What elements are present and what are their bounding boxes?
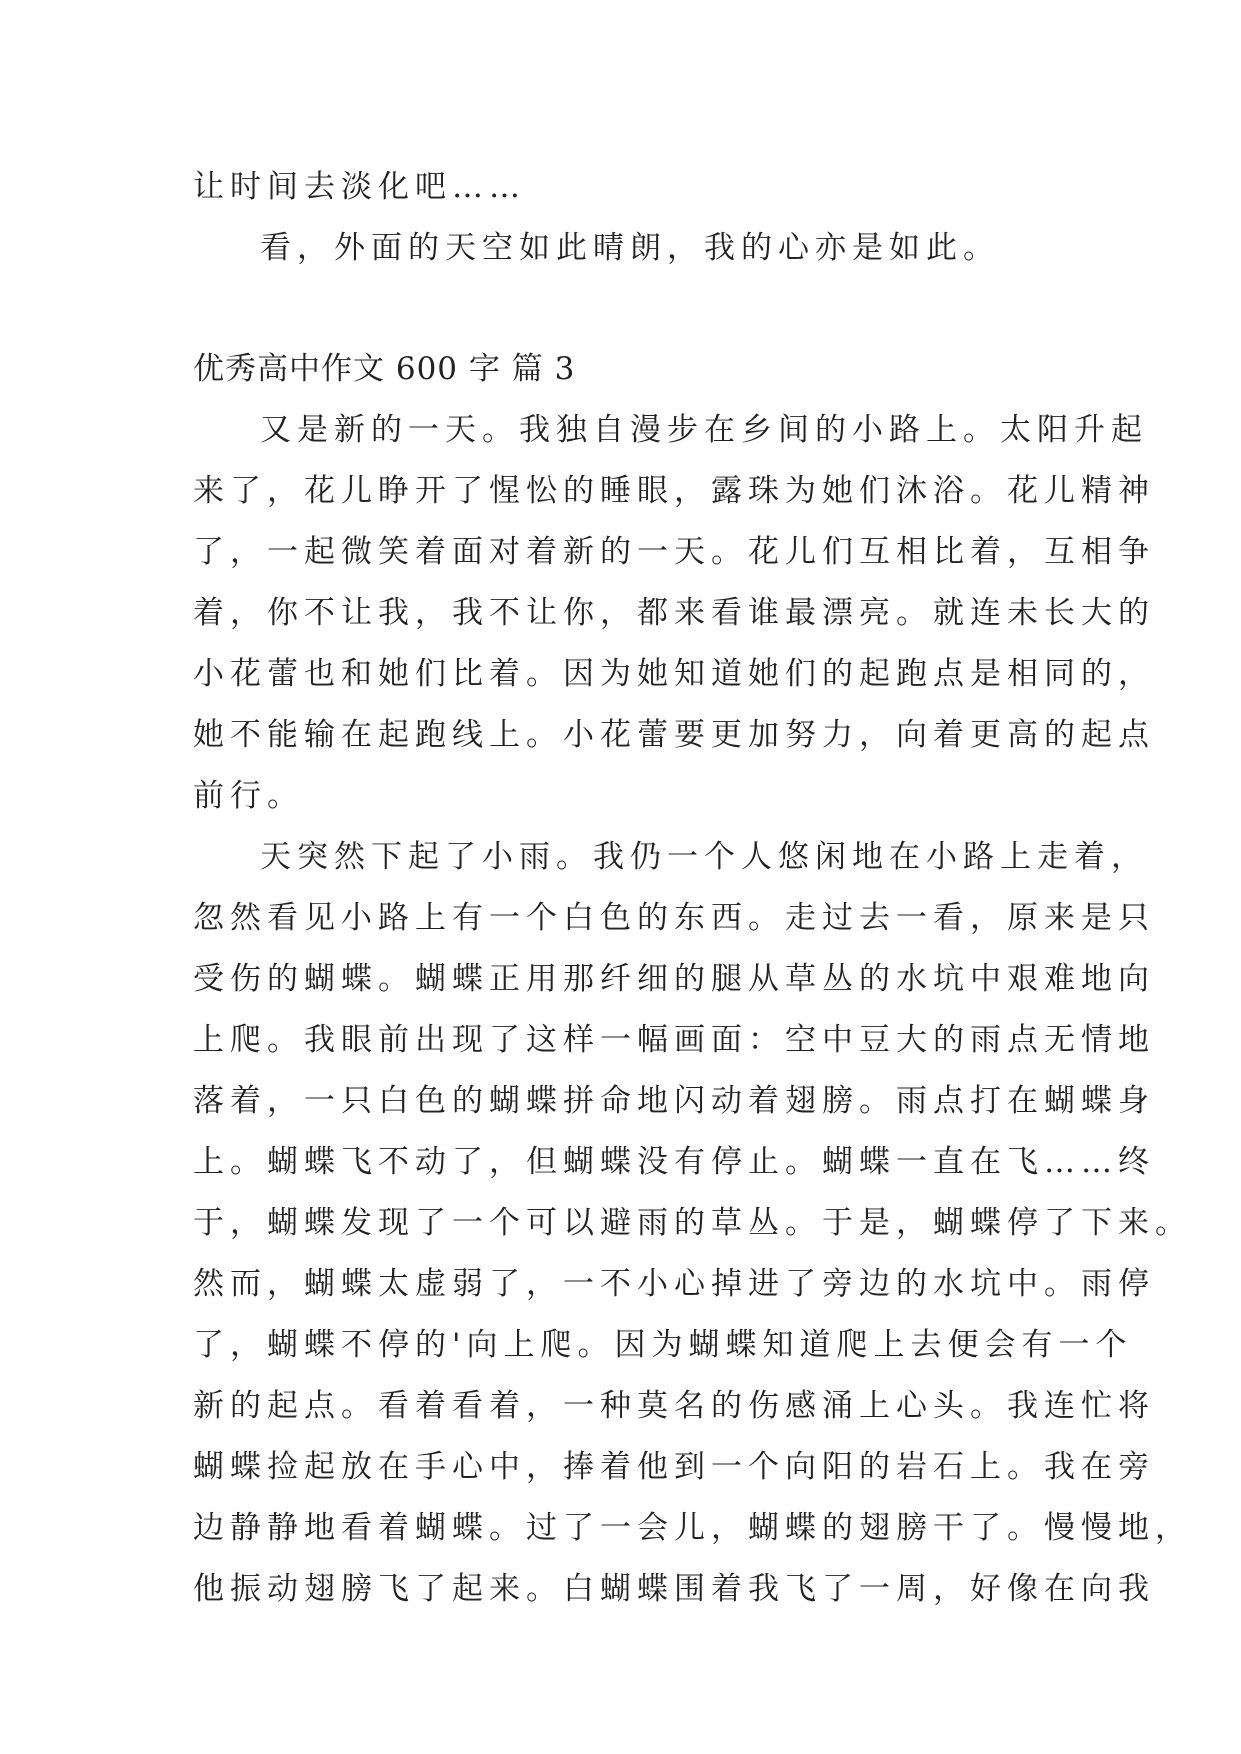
text-line: 上爬。我眼前出现了这样一幅画面：空中豆大的雨点无情地 xyxy=(193,1022,1155,1058)
text-line: 了，蝴蝶不停的'向上爬。因为蝴蝶知道爬上去便会有一个 xyxy=(193,1327,1133,1363)
text-line: 边静静地看着蝴蝶。过了一会儿，蝴蝶的翅膀干了。慢慢地， xyxy=(193,1510,1192,1546)
text-line: 落着，一只白色的蝴蝶拼命地闪动着翅膀。雨点打在蝴蝶身 xyxy=(193,1083,1155,1119)
section-heading: 优秀高中作文 600 字 篇 3 xyxy=(193,351,576,387)
text-line: 前行。 xyxy=(193,778,304,814)
paragraph-1 xyxy=(193,400,1155,827)
text-line: 新的起点。看着看着，一种莫名的伤感涌上心头。我连忙将 xyxy=(193,1388,1155,1424)
text-line: 于，蝴蝶发现了一个可以避雨的草丛。于是，蝴蝶停了下来。 xyxy=(193,1205,1192,1241)
continuation-text xyxy=(193,157,1053,218)
text-line: 她不能输在起跑线上。小花蕾要更加努力，向着更高的起点 xyxy=(193,717,1155,753)
text-line: 蝴蝶捡起放在手心中，捧着他到一个向阳的岩石上。我在旁 xyxy=(193,1449,1155,1485)
paragraph-2 xyxy=(193,827,1192,1620)
text-line: 看，外面的天空如此晴朗，我的心亦是如此。 xyxy=(260,230,1000,266)
text-line: 着，你不让我，我不让你，都来看谁最漂亮。就连未长大的 xyxy=(193,595,1155,631)
text-line: 了，一起微笑着面对着新的一天。花儿们互相比着，互相争 xyxy=(193,534,1155,570)
text-line: 他振动翅膀飞了起来。白蝴蝶围着我飞了一周，好像在向我 xyxy=(193,1571,1155,1607)
text-line: 小花蕾也和她们比着。因为她知道她们的起跑点是相同的， xyxy=(193,656,1155,692)
closing-paragraph xyxy=(193,218,1053,279)
text-line: 来了，花儿睁开了惺忪的睡眼，露珠为她们沐浴。花儿精神 xyxy=(193,473,1155,509)
text-line: 忽然看见小路上有一个白色的东西。走过去一看，原来是只 xyxy=(193,900,1155,936)
document-body xyxy=(193,157,1192,1620)
text-line: 然而，蝴蝶太虚弱了，一不小心掉进了旁边的水坑中。雨停 xyxy=(193,1266,1155,1302)
text-line: 天突然下起了小雨。我仍一个人悠闲地在小路上走着， xyxy=(260,839,1148,875)
text-line: 上。蝴蝶飞不动了，但蝴蝶没有停止。蝴蝶一直在飞……终 xyxy=(193,1144,1155,1180)
text-line: 让时间去淡化吧…… xyxy=(193,169,526,205)
text-line: 受伤的蝴蝶。蝴蝶正用那纤细的腿从草丛的水坑中艰难地向 xyxy=(193,961,1155,997)
text-line: 又是新的一天。我独自漫步在乡间的小路上。太阳升起 xyxy=(260,412,1148,448)
